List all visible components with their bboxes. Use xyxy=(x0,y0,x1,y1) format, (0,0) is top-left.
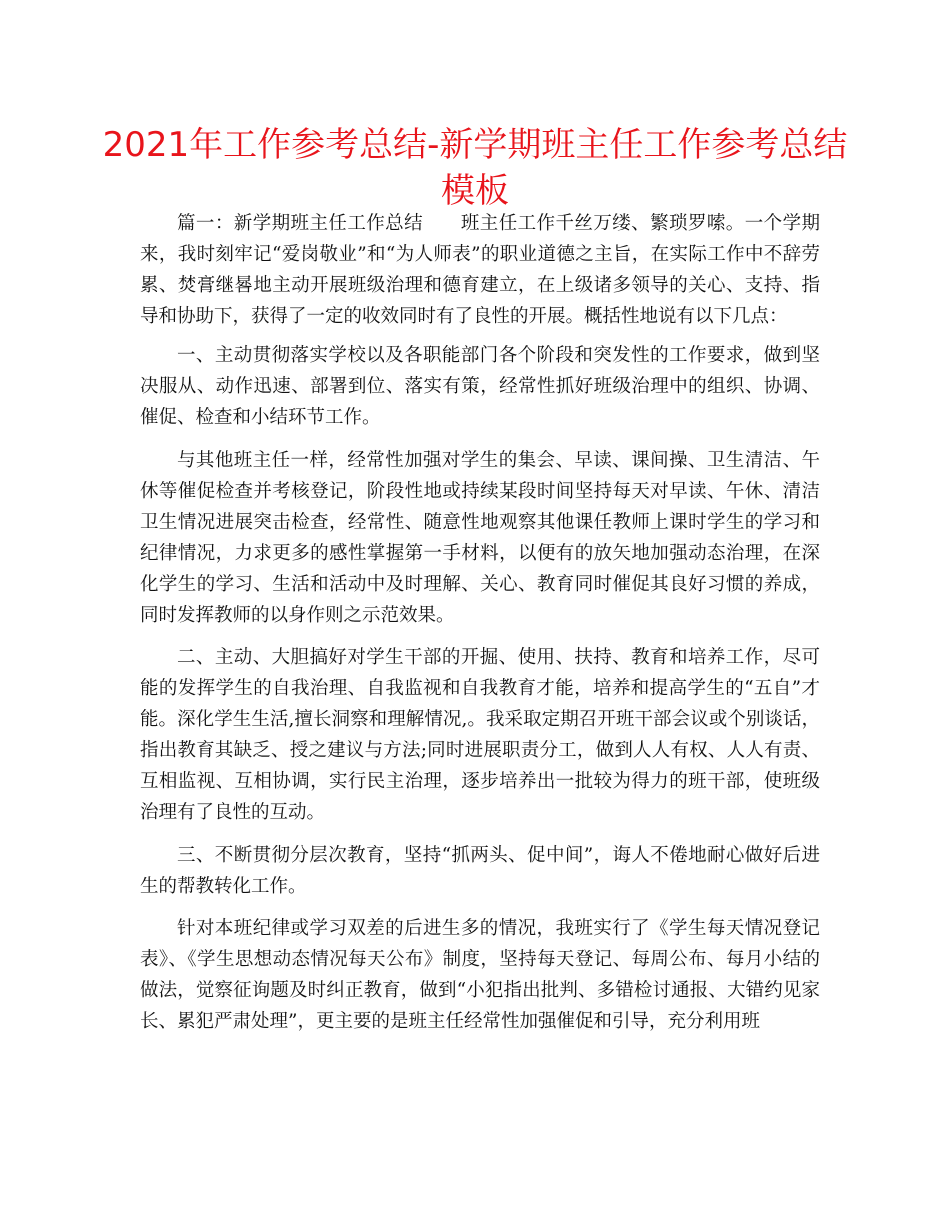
paragraph-5: 三、不断贯彻分层次教育，坚持“抓两头、促中间”，诲人不倦地耐心做好后进生的帮教转化工作。 xyxy=(140,844,820,897)
paragraph-6: 针对本班纪律或学习双差的后进生多的情况，我班实行了《学生每天情况登记表》、《学生思想动态情况每天公布》制度，坚持每天登记、每周公布、每月小结的做法，觉察征询题及时纠正教育，做到“小犯指出批判、多错检讨通报、大错约见家长、累犯严肃处理”，更主要的是班主任经常性加强催促和引导，充分利用班 xyxy=(140,918,820,1032)
paragraph-3: 与其他班主任一样，经常性加强对学生的集会、早读、课间操、卫生清洁、午休等催促检查并考核登记，阶段性地或持续某段时间坚持每天对早读、午休、清洁卫生情况进展突击检查，经常性、随意性地观察其他课任教师上课时学生的学习和纪律情况，力求更多的感性掌握第一手材料，以便有的放矢地加强动态治理，在深化学生的学习、生活和活动中及时理解、关心、教育同时催促其良好习惯的养成，同时发挥教师的以身作则之示范效果。 xyxy=(140,449,820,626)
paragraph-2: 一、主动贯彻落实学校以及各职能部门各个阶段和突发性的工作要求，做到坚决服从、动作迅速、部署到位、落实有策，经常性抓好班级治理中的组织、协调、催促、检查和小结环节工作。 xyxy=(140,345,820,428)
document-title: 2021年工作参考总结-新学期班主任工作参考总结模板 xyxy=(102,125,848,211)
paragraph-4: 二、主动、大胆搞好对学生干部的开掘、使用、扶持、教育和培养工作，尽可能的发挥学生的自我治理、自我监视和自我教育才能，培养和提高学生的“五自”才能。深化学生生活,擅长洞察和理解情况,。我采取定期召开班干部会议或个别谈话，指出教育其缺乏、授之建议与方法;同时进展职责分工，做到人人有权、人人有责、互相监视、互相协调，实行民主治理，逐步培养出一批较为得力的班干部，使班级治理有了良性的互动。 xyxy=(140,647,820,823)
paragraph-1: 篇一：新学期班主任工作总结 班主任工作千丝万缕、繁琐罗嗦。一个学期来，我时刻牢记“爱岗敬业”和“为人师表”的职业道德之主旨，在实际工作中不辞劳累、焚膏继晷地主动开展班级治理和德育建立，在上级诸多领导的关心、支持、指导和协助下，获得了一定的收效同时有了良性的开展。概括性地说有以下几点： xyxy=(140,213,820,327)
document-body xyxy=(140,208,820,1049)
